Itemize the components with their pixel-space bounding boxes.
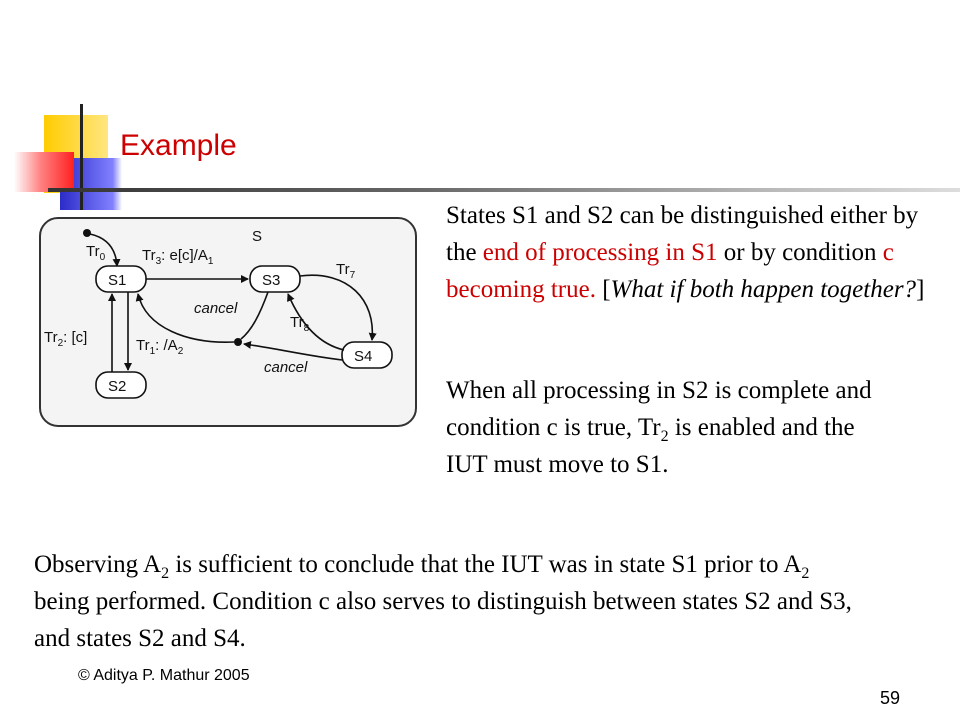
cancel-label-lower: cancel — [264, 359, 308, 376]
tr8-label: $Tr_8$ — [290, 314, 310, 334]
deco-red-block — [14, 152, 74, 192]
tr7-label: $Tr_7$ — [336, 261, 356, 281]
question-both-together: What if both happen together? — [610, 276, 917, 303]
state-s3-label: S3 — [262, 272, 281, 289]
deco-horizontal-line — [48, 188, 960, 192]
state-s4-label: S4 — [354, 348, 373, 365]
state-diagram — [38, 210, 420, 430]
superstate-s-label: S — [252, 228, 263, 245]
cancel-label-upper: cancel — [194, 300, 238, 317]
footer-copyright: © Aditya P. Mathur 2005 — [78, 667, 250, 684]
state-s2-label: S2 — [108, 378, 127, 395]
paragraph-tr2-enabled: When all processing in S2 is complete and condition c is true, $Tr_2$ is enabled and the IUT must move to S1. — [446, 377, 872, 478]
cancel-junction-dot — [234, 338, 242, 346]
highlight-end-of-processing: end of processing in S1 — [482, 239, 718, 266]
deco-vertical-line — [80, 104, 83, 210]
slide-title: Example — [120, 129, 237, 162]
highlight-condition-c: c becoming true. — [446, 239, 894, 303]
tr0-label: $Tr_0$ — [86, 243, 106, 263]
paragraph-distinguish-s1-s2: States S1 and S2 can be distinguished either by the end of processing in S1 or by condition c becoming true. [What if both happen together?] — [446, 202, 925, 303]
tr1-label: $Tr_1$: $/A_2$ — [136, 337, 184, 357]
initial-state-dot — [83, 229, 91, 237]
tr2-label: $Tr_2$: [c] — [44, 329, 88, 349]
page-number: 59 — [880, 688, 901, 708]
paragraph-observing-a2: Observing $A_2$ is sufficient to conclude that the IUT was in state S1 prior to $A_2$ being performed. Condition c also serves to distinguish between states S2 and S3, and states S2 and S4. — [34, 551, 852, 652]
state-s1-label: S1 — [108, 272, 127, 289]
tr3-label: $Tr_3$: $e[c]/A_1$ — [142, 247, 214, 267]
